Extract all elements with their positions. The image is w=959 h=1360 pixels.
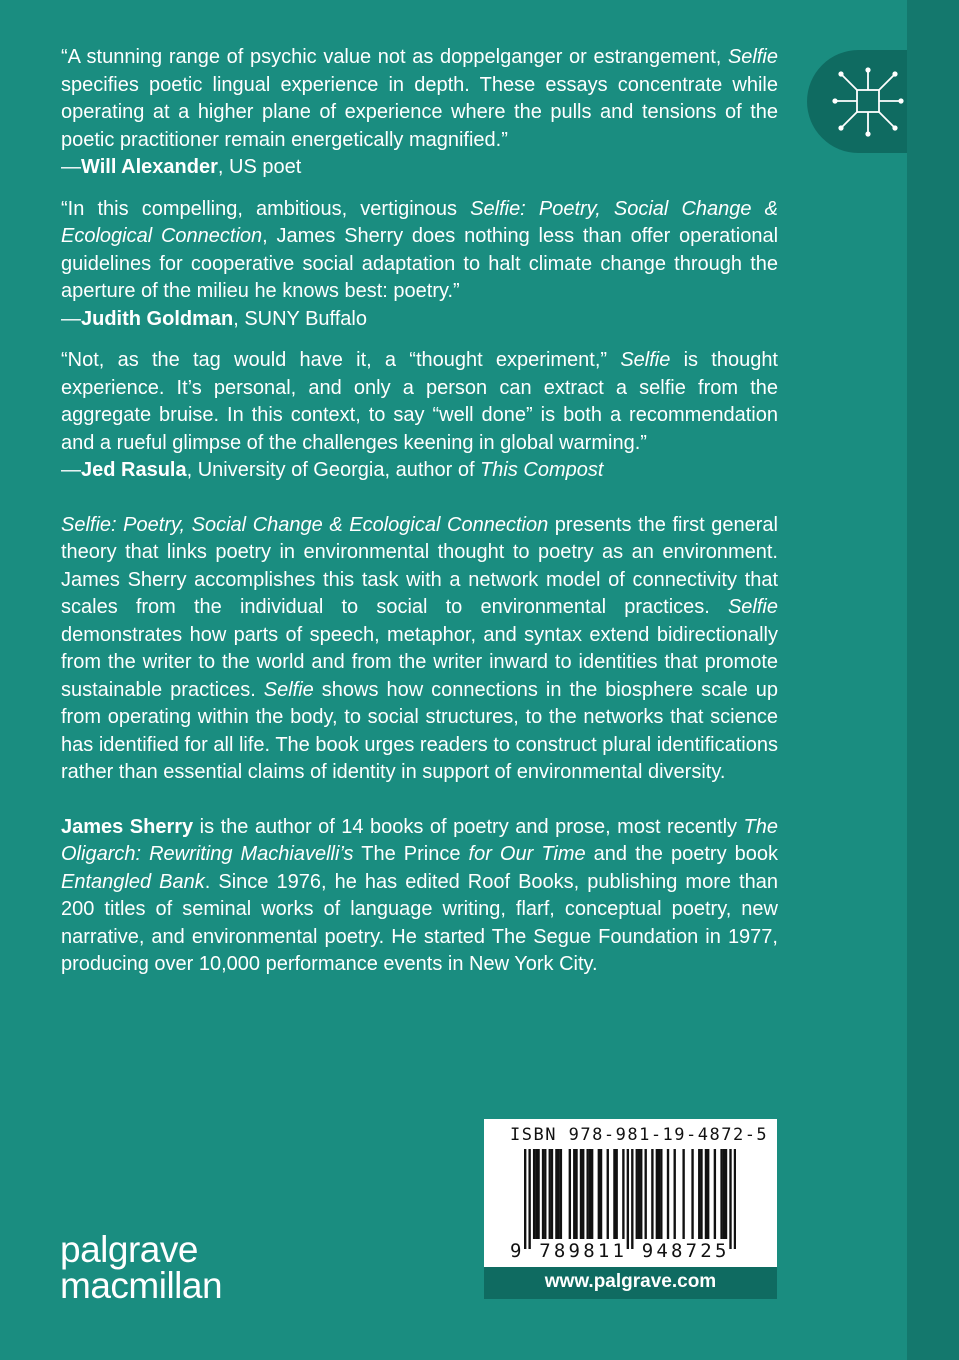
barcode-bar bbox=[640, 1149, 642, 1239]
barcode-bar bbox=[528, 1149, 530, 1249]
network-node-icon bbox=[829, 64, 909, 140]
barcode-bar bbox=[656, 1149, 658, 1239]
publisher-url[interactable]: www.palgrave.com bbox=[484, 1267, 777, 1299]
barcode-bar bbox=[569, 1149, 571, 1239]
barcode-bar bbox=[725, 1149, 727, 1239]
barcode-bar bbox=[691, 1149, 693, 1239]
blurb-2-attribution: —Judith Goldman, SUNY Buffalo bbox=[61, 307, 367, 330]
publisher-logo-line2: macmillan bbox=[60, 1265, 223, 1306]
barcode-bar bbox=[575, 1149, 577, 1239]
spine-strip bbox=[907, 0, 959, 1360]
blurb-3-quote: “Not, as the tag would have it, a “thought experiment,” Selfie is thought experience. It’s personal, and only a person can extract a selfie from the aggregate bruise. In this context, to say “well done” is both a recommendation and a rueful glimpse of the challenges keening in global warming.” bbox=[61, 349, 778, 454]
blurb-1-attribution: —Will Alexander, US poet bbox=[61, 156, 302, 178]
barcode-bar bbox=[537, 1149, 539, 1239]
barcode-bar bbox=[544, 1149, 546, 1239]
barcode-bar bbox=[555, 1149, 557, 1239]
barcode-bar bbox=[723, 1149, 725, 1239]
barcode-bar bbox=[549, 1149, 551, 1239]
barcode-bar bbox=[674, 1149, 676, 1239]
author-bio: James Sherry is the author of 14 books of poetry and prose, most recently The Oligarch: Rewriting Machiavelli’s The Prince for Our Time and the poetry book Entangled Bank. Since 1976, he has edited Roof Books, publishing more than 200 titles of seminal works of language writing, flarf, conceptual poetry, new narrative, and environmental poetry. He started The Segue Foundation in 1977, producing over 10,000 performance events in New York City. bbox=[61, 815, 779, 975]
barcode-bar bbox=[651, 1149, 653, 1239]
barcode-bar bbox=[589, 1149, 591, 1239]
barcode-bar bbox=[591, 1149, 593, 1239]
barcode-bar bbox=[582, 1149, 584, 1239]
barcode-bar bbox=[560, 1149, 562, 1239]
barcode-bar bbox=[524, 1149, 526, 1249]
barcode-bar bbox=[535, 1149, 537, 1239]
barcode-bar bbox=[607, 1149, 609, 1239]
back-cover-text bbox=[61, 44, 778, 979]
barcode-bar bbox=[613, 1149, 615, 1239]
barcode-digits: 9 789811 948725 bbox=[510, 1240, 730, 1262]
barcode-bar bbox=[700, 1149, 702, 1239]
barcode-bar bbox=[622, 1149, 624, 1239]
barcode-bars bbox=[524, 1149, 736, 1249]
barcode-bar bbox=[573, 1149, 575, 1239]
barcode-bar bbox=[638, 1149, 640, 1239]
imprint-logo-tab bbox=[807, 50, 907, 153]
barcode-bar bbox=[580, 1149, 582, 1239]
barcode-bar bbox=[729, 1149, 731, 1249]
barcode-bar bbox=[627, 1149, 629, 1249]
book-description: Selfie: Poetry, Social Change & Ecological Connection presents the first general theory that links poetry in environmental thought to poetry as an environment. James Sherry accomplishes this task with a network model of connectivity that scales from the individual to social to environmental practices. Selfie demonstrates how parts of speech, metaphor, and syntax extend bidirectionally from the writer to the world and from the writer inward to identities that promote sustainable practices. Selfie shows how connections in the biosphere scale up from operating within the body, to social structures, to the networks that science has identified for all life. The book urges readers to construct plural identifications rather than essential claims of identity in support of environmental diversity. bbox=[61, 513, 779, 783]
barcode-bar bbox=[658, 1149, 660, 1239]
barcode-bar bbox=[720, 1149, 722, 1239]
publisher-logo bbox=[60, 1229, 223, 1306]
barcode-bar bbox=[533, 1149, 535, 1239]
barcode-bar bbox=[698, 1149, 700, 1239]
blurb-2-quote: “In this compelling, ambitious, vertiginous Selfie: Poetry, Social Change & Ecological Connection, James Sherry does nothing less than offer operational guidelines for cooperative social adaptation to halt climate change through the aperture of the milieu he knows best: poetry.” bbox=[61, 197, 779, 302]
blurb-1-quote: “A stunning range of psychic value not as doppelganger or estrangement, Selfie specifies poetic lingual experience in depth. These essays concentrate while operating at a higher plane of experience where the pulls and tensions of the poetic practitioner remain energetically magnified.” bbox=[61, 46, 778, 151]
barcode-bar bbox=[615, 1149, 617, 1239]
blurb-3-attribution: —Jed Rasula, University of Georgia, author of This Compost bbox=[61, 459, 604, 481]
barcode-bar bbox=[705, 1149, 707, 1239]
barcode-bar bbox=[636, 1149, 638, 1239]
barcode-bar bbox=[682, 1149, 684, 1239]
barcode-bar bbox=[667, 1149, 669, 1239]
barcode-bar bbox=[631, 1149, 633, 1249]
barcode-bar bbox=[600, 1149, 602, 1239]
barcode-bar bbox=[707, 1149, 709, 1239]
isbn-barcode bbox=[484, 1119, 777, 1267]
barcode-bar bbox=[645, 1149, 647, 1239]
barcode-bar bbox=[598, 1149, 600, 1239]
barcode-bar bbox=[714, 1149, 716, 1239]
barcode-bar bbox=[586, 1149, 588, 1239]
barcode-bar bbox=[551, 1149, 553, 1239]
barcode-bar bbox=[660, 1149, 662, 1239]
barcode-bar bbox=[734, 1149, 736, 1249]
publisher-logo-line1: palgrave bbox=[60, 1229, 198, 1270]
barcode-bar bbox=[542, 1149, 544, 1239]
barcode-bar bbox=[557, 1149, 559, 1239]
isbn-label: ISBN 978-981-19-4872-5 bbox=[510, 1125, 769, 1145]
